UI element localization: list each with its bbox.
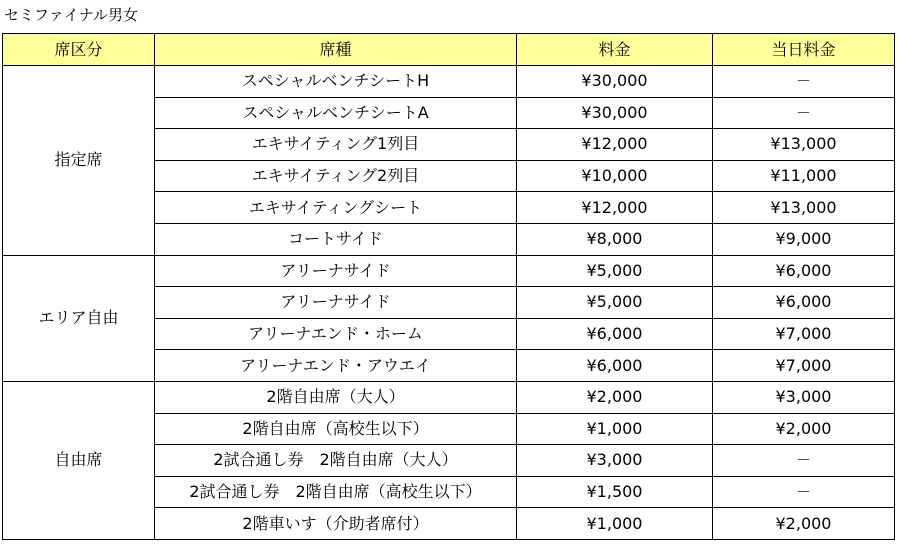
- seat-cell: エキサイティング2列目: [155, 160, 517, 192]
- seat-cell: エキサイティング1列目: [155, 129, 517, 161]
- category-cell: 指定席: [3, 66, 155, 256]
- seat-cell: スペシャルベンチシートA: [155, 97, 517, 129]
- table-row: [3, 255, 895, 287]
- price-cell: ¥12,000: [517, 129, 713, 161]
- seat-cell: 2階車いす（介助者席付）: [155, 508, 517, 540]
- price-cell: ¥10,000: [517, 160, 713, 192]
- same-day-cell: ¥2,000: [713, 413, 895, 445]
- price-cell: ¥30,000: [517, 97, 713, 129]
- seat-cell: スペシャルベンチシートH: [155, 66, 517, 98]
- price-table: [2, 33, 895, 540]
- price-cell: ¥6,000: [517, 318, 713, 350]
- price-cell: ¥1,000: [517, 413, 713, 445]
- same-day-cell: ¥3,000: [713, 381, 895, 413]
- seat-cell: アリーナエンド・アウエイ: [155, 350, 517, 382]
- header-seat: 席種: [155, 34, 517, 66]
- seat-cell: エキサイティングシート: [155, 192, 517, 224]
- same-day-cell: ¥6,000: [713, 287, 895, 319]
- same-day-cell: －: [713, 476, 895, 508]
- seat-cell: コートサイド: [155, 223, 517, 255]
- same-day-cell: －: [713, 97, 895, 129]
- table-body: [3, 66, 895, 540]
- price-cell: ¥5,000: [517, 287, 713, 319]
- seat-cell: 2階自由席（高校生以下）: [155, 413, 517, 445]
- price-cell: ¥8,000: [517, 223, 713, 255]
- header-same-day: 当日料金: [713, 34, 895, 66]
- same-day-cell: ¥9,000: [713, 223, 895, 255]
- same-day-cell: －: [713, 445, 895, 477]
- price-cell: ¥6,000: [517, 350, 713, 382]
- category-cell: 自由席: [3, 381, 155, 539]
- table-row: [3, 381, 895, 413]
- same-day-cell: －: [713, 66, 895, 98]
- header-category: 席区分: [3, 34, 155, 66]
- table-row: [3, 66, 895, 98]
- price-cell: ¥2,000: [517, 381, 713, 413]
- same-day-cell: ¥7,000: [713, 318, 895, 350]
- price-cell: ¥1,000: [517, 508, 713, 540]
- table-header-row: [3, 34, 895, 66]
- seat-cell: 2階自由席（大人）: [155, 381, 517, 413]
- price-cell: ¥12,000: [517, 192, 713, 224]
- price-cell: ¥5,000: [517, 255, 713, 287]
- price-cell: ¥3,000: [517, 445, 713, 477]
- seat-cell: 2試合通し券 2階自由席（大人）: [155, 445, 517, 477]
- seat-cell: 2試合通し券 2階自由席（高校生以下）: [155, 476, 517, 508]
- page-title: セミファイナル男女: [4, 6, 138, 24]
- price-cell: ¥30,000: [517, 66, 713, 98]
- seat-cell: アリーナサイド: [155, 287, 517, 319]
- seat-cell: アリーナエンド・ホーム: [155, 318, 517, 350]
- same-day-cell: ¥13,000: [713, 192, 895, 224]
- same-day-cell: ¥11,000: [713, 160, 895, 192]
- price-cell: ¥1,500: [517, 476, 713, 508]
- header-price: 料金: [517, 34, 713, 66]
- same-day-cell: ¥13,000: [713, 129, 895, 161]
- same-day-cell: ¥2,000: [713, 508, 895, 540]
- same-day-cell: ¥7,000: [713, 350, 895, 382]
- seat-cell: アリーナサイド: [155, 255, 517, 287]
- same-day-cell: ¥6,000: [713, 255, 895, 287]
- category-cell: エリア自由: [3, 255, 155, 381]
